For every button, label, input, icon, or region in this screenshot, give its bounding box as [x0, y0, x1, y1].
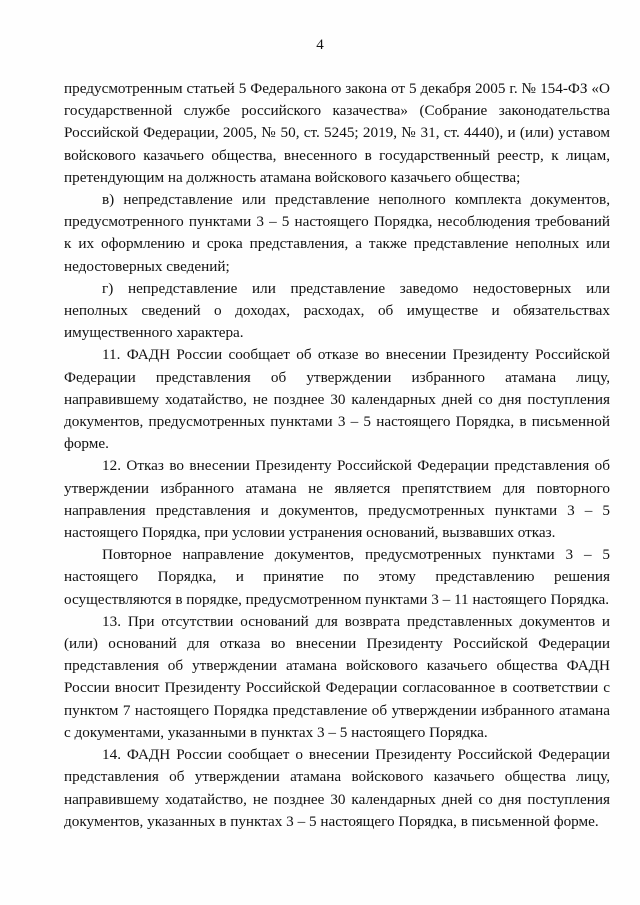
paragraph-item-v: в) непредставление или представление неполного комплекта документов, предусмотренного пунктами 3 – 5 настоящего Порядка, несоблюдения требований к их оформлению и срока представления, а также представление неполных или недостоверных сведений;	[64, 191, 610, 275]
paragraph-item-g: г) непредставление или представление заведомо недостоверных или неполных сведений о доходах, расходах, об имуществе и обязательствах имущественного характера.	[64, 279, 610, 342]
paragraph-14: 14. ФАДН России сообщает о внесении Президенту Российской Федерации представления об утверждении атамана войскового казачьего общества лицу, направившему ходатайство, не позднее 30 календарных дней со дня поступления документов, указанных в пунктах 3 – 5 настоящего Порядка, в письменной форме.	[64, 746, 610, 830]
document-body	[64, 78, 610, 833]
paragraph-continuation: предусмотренным статьей 5 Федерального закона от 5 декабря 2005 г. № 154-ФЗ «О государственной службе российского казачества» (Собрание законодательства Российской Федерации, 2005, № 50, ст. 5245; 2019, № 31, ст. 4440), и (или) уставом войскового казачьего общества, внесенного в государственный реестр, к лицам, претендующим на должность атамана войскового казачьего общества;	[64, 80, 610, 186]
paragraph-12-resubmission: Повторное направление документов, предусмотренных пунктами 3 – 5 настоящего Порядка, и принятие по этому представлению решения осуществляются в порядке, предусмотренном пунктами 3 – 11 настоящего Порядка.	[64, 546, 610, 608]
paragraph-11: 11. ФАДН России сообщает об отказе во внесении Президенту Российской Федерации представления об утверждении избранного атамана лицу, направившему ходатайство, не позднее 30 календарных дней со дня поступления документов, предусмотренных пунктами 3 – 5 настоящего Порядка, в письменной форме.	[64, 346, 610, 453]
paragraph-13: 13. При отсутствии оснований для возврата представленных документов и (или) оснований для отказа во внесении Президенту Российской Федерации представления об утверждении атамана войскового казачьего общества ФАДН России вносит Президенту Российской Федерации согласованное в соответствии с пунктом 7 настоящего Порядка представление об утверждении избранного атамана с документами, указанными в пунктах 3 – 5 настоящего Порядка.	[64, 612, 610, 741]
page-number: 4	[316, 37, 324, 53]
paragraph-12: 12. Отказ во внесении Президенту Российской Федерации представления об утверждении избранного атамана не является препятствием для повторного направления представления и документов, предусмотренных пунктами 3 – 5 настоящего Порядка, при условии устранения оснований, вызвавших отказ.	[64, 457, 610, 542]
